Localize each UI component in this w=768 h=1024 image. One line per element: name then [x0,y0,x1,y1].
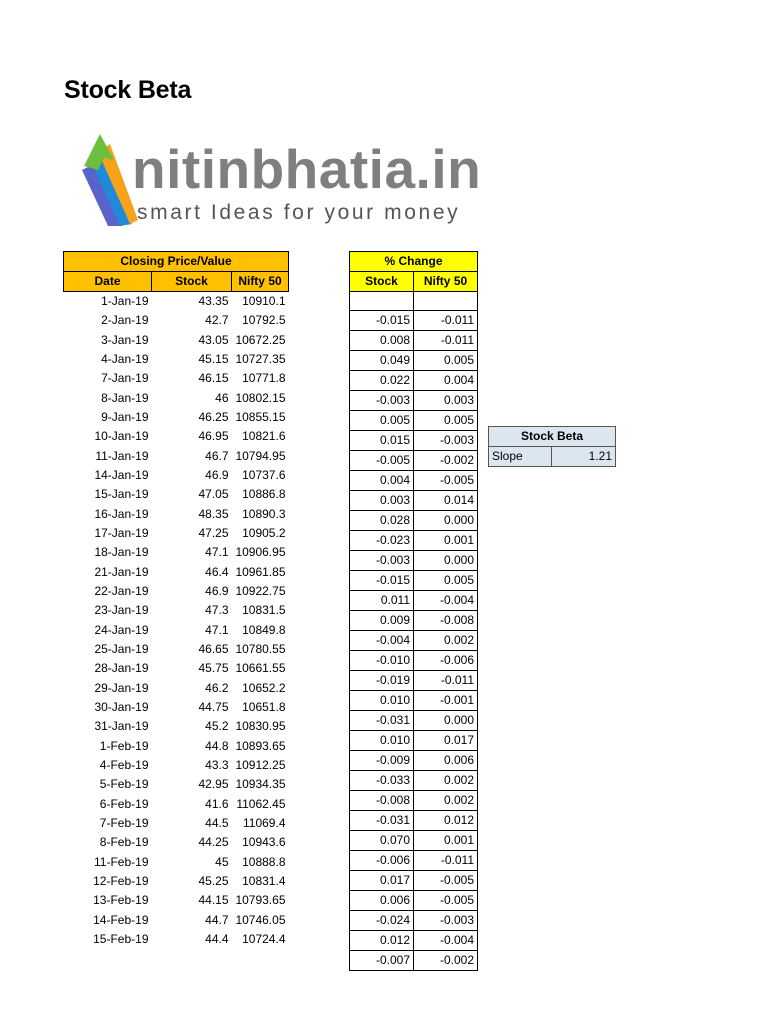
stock-change-cell [350,292,414,311]
stock-change-cell: 0.010 [350,731,414,751]
nifty-value-cell: 10943.6 [242,835,286,850]
stock-price-cell: 46.9 [205,467,229,482]
nifty-change-cell: 0.014 [414,491,478,511]
page-title: Stock Beta [64,76,192,104]
date-cell: 17-Jan-19 [94,525,149,540]
stock-change-cell: 0.022 [350,371,414,391]
date-cell: 28-Jan-19 [94,661,149,676]
nifty-value-cell: 10886.8 [242,487,286,502]
column-header-stock: Stock [152,272,232,292]
stock-price-cell: 45 [215,854,229,869]
stock-change-cell: 0.017 [350,871,414,891]
nifty-value-cell: 10821.6 [242,429,286,444]
nifty-value-cell: 10794.95 [235,448,286,463]
date-cell: 13-Feb-19 [93,893,149,908]
nifty-change-cell: 0.017 [414,731,478,751]
table-row [350,891,478,911]
nifty-change-cell: -0.002 [414,451,478,471]
nifty-change-cell: -0.002 [414,951,478,971]
table-row [64,504,289,523]
percent-change-rows [350,292,478,971]
stock-change-cell: -0.024 [350,911,414,931]
date-cell: 31-Jan-19 [94,719,149,734]
nifty-change-cell: 0.002 [414,791,478,811]
table-row [350,471,478,491]
stock-change-cell: -0.015 [350,571,414,591]
stock-change-cell: 0.011 [350,591,414,611]
closing-price-header: Closing Price/Value [64,252,289,272]
stock-price-cell: 45.25 [198,874,229,889]
column-header-date: Date [64,272,152,292]
table-row [350,451,478,471]
nifty-change-cell: 0.001 [414,831,478,851]
stock-change-cell: -0.023 [350,531,414,551]
stock-price-cell: 44.5 [205,816,229,831]
stock-beta-box [488,426,616,467]
stock-change-cell: -0.033 [350,771,414,791]
stock-price-cell: 45.2 [205,719,229,734]
stock-price-cell: 43.05 [198,332,229,347]
date-cell: 29-Jan-19 [94,680,149,695]
stock-price-cell: 46.4 [205,564,229,579]
nifty-value-cell: 10831.4 [242,874,286,889]
table-row [350,591,478,611]
nifty-value-cell: 10672.25 [235,332,286,347]
table-row [64,833,289,852]
stock-change-cell: -0.003 [350,391,414,411]
table-row [64,408,289,427]
date-cell: 12-Feb-19 [93,874,149,889]
nifty-change-cell: -0.005 [414,871,478,891]
table-row [64,640,289,659]
percent-change-header: % Change [350,252,478,272]
nifty-value-cell: 10802.15 [235,390,286,405]
table-row [350,831,478,851]
date-cell: 14-Feb-19 [93,912,149,927]
stock-change-cell: -0.005 [350,451,414,471]
nifty-value-cell: 10780.55 [235,642,286,657]
table-row [350,511,478,531]
date-cell: 9-Jan-19 [101,409,149,424]
slope-label: Slope [489,447,552,467]
date-cell: 15-Feb-19 [93,932,149,947]
table-row [64,891,289,910]
nifty-value-cell: 10906.95 [235,545,286,560]
nifty-value-cell: 10661.55 [235,661,286,676]
table-row [350,311,478,331]
nifty-change-cell: 0.000 [414,551,478,571]
nifty-value-cell: 10793.65 [235,893,286,908]
stock-price-cell: 45.75 [198,661,229,676]
nifty-change-cell: -0.005 [414,891,478,911]
nifty-value-cell: 10922.75 [235,583,286,598]
table-row [64,756,289,775]
stock-price-cell: 44.75 [198,700,229,715]
table-row [64,853,289,872]
stock-price-cell: 42.95 [198,777,229,792]
stock-price-cell: 44.25 [198,835,229,850]
date-cell: 8-Jan-19 [101,390,149,405]
stock-price-cell: 46.15 [198,371,229,386]
date-cell: 2-Jan-19 [101,313,149,328]
stock-price-cell: 46 [215,390,229,405]
nifty-change-cell: 0.004 [414,371,478,391]
date-cell: 23-Jan-19 [94,603,149,618]
nifty-change-cell: -0.004 [414,931,478,951]
table-row [350,731,478,751]
table-row [64,795,289,814]
stock-price-cell: 46.9 [205,583,229,598]
change-column-header-nifty: Nifty 50 [414,272,478,292]
nifty-value-cell: 10737.6 [242,467,286,482]
table-row [350,651,478,671]
nifty-change-cell: -0.008 [414,611,478,631]
date-cell: 15-Jan-19 [94,487,149,502]
nifty-value-cell: 10905.2 [242,525,286,540]
slope-value: 1.21 [552,447,616,467]
nifty-change-cell: -0.006 [414,651,478,671]
table-row [350,671,478,691]
stock-change-cell: -0.008 [350,791,414,811]
stock-price-cell: 46.7 [205,448,229,463]
table-row [350,771,478,791]
table-row [350,351,478,371]
nifty-value-cell: 10651.8 [242,700,286,715]
table-row [350,631,478,651]
table-row [350,411,478,431]
stock-change-cell: 0.010 [350,691,414,711]
table-row [350,691,478,711]
nifty-change-cell: 0.002 [414,771,478,791]
stock-change-cell: 0.006 [350,891,414,911]
nifty-change-cell: 0.003 [414,391,478,411]
stock-change-cell: 0.004 [350,471,414,491]
nifty-change-cell: -0.011 [414,851,478,871]
nifty-change-cell: -0.011 [414,311,478,331]
nifty-change-cell: -0.005 [414,471,478,491]
nifty-value-cell: 10652.2 [242,680,286,695]
nifty-value-cell: 10727.35 [235,351,286,366]
stock-change-cell: 0.070 [350,831,414,851]
date-cell: 18-Jan-19 [94,545,149,560]
table-row [64,292,289,312]
table-row [64,485,289,504]
nifty-value-cell: 10910.1 [242,294,286,308]
stock-change-cell: 0.005 [350,411,414,431]
stock-change-cell: 0.028 [350,511,414,531]
stock-price-cell: 43.35 [198,294,229,308]
table-row [64,427,289,446]
stock-price-cell: 47.3 [205,603,229,618]
date-cell: 1-Jan-19 [101,294,149,308]
date-cell: 11-Feb-19 [94,854,149,869]
closing-price-rows [64,292,289,950]
date-cell: 7-Jan-19 [101,371,149,386]
stock-price-cell: 46.95 [198,429,229,444]
change-column-header-stock: Stock [350,272,414,292]
date-cell: 4-Feb-19 [99,758,149,773]
nifty-value-cell: 10855.15 [235,409,286,424]
stock-price-cell: 44.7 [205,912,229,927]
nifty-value-cell: 10934.35 [235,777,286,792]
stock-change-cell: -0.015 [350,311,414,331]
date-cell: 30-Jan-19 [94,700,149,715]
table-row [64,350,289,369]
nifty-value-cell: 10771.8 [242,371,286,386]
nifty-change-cell: -0.003 [414,431,478,451]
stock-change-cell: 0.015 [350,431,414,451]
stock-change-cell: -0.007 [350,951,414,971]
nifty-value-cell: 10961.85 [235,564,286,579]
nifty-value-cell: 11062.45 [236,796,286,811]
stock-beta-header: Stock Beta [489,427,616,447]
table-row [64,872,289,891]
table-row [350,491,478,511]
nifty-change-cell: 0.000 [414,711,478,731]
table-row [64,582,289,601]
table-row [64,466,289,485]
logo [80,130,480,230]
table-row [64,659,289,678]
stock-change-cell: -0.009 [350,751,414,771]
nifty-change-cell: 0.006 [414,751,478,771]
stock-price-cell: 47.25 [198,525,229,540]
table-row [350,851,478,871]
nifty-value-cell: 10792.5 [242,313,286,328]
table-row [64,698,289,717]
nifty-value-cell: 10890.3 [242,506,286,521]
table-row [64,601,289,620]
table-row [350,292,478,311]
nifty-change-cell: 0.012 [414,811,478,831]
nifty-value-cell: 10912.25 [235,758,286,773]
date-cell: 4-Jan-19 [101,351,149,366]
stock-change-cell: -0.031 [350,811,414,831]
date-cell: 8-Feb-19 [99,835,149,850]
stock-change-cell: 0.012 [350,931,414,951]
nifty-change-cell: 0.000 [414,511,478,531]
stock-change-cell: 0.008 [350,331,414,351]
date-cell: 21-Jan-19 [94,564,149,579]
table-row [64,737,289,756]
table-row [64,369,289,388]
stock-price-cell: 47.05 [198,487,229,502]
nifty-change-cell: 0.005 [414,571,478,591]
table-row [350,931,478,951]
logo-name: nitinbhatia.in [132,138,482,200]
date-cell: 6-Feb-19 [99,796,149,811]
stock-price-cell: 47.1 [205,545,229,560]
table-row [64,930,289,949]
nifty-change-cell: 0.005 [414,411,478,431]
date-cell: 10-Jan-19 [94,429,149,444]
nifty-value-cell: 10893.65 [235,738,286,753]
nifty-change-cell: 0.002 [414,631,478,651]
percent-change-table [349,251,478,971]
stock-price-cell: 44.4 [205,932,229,947]
stock-price-cell: 44.8 [205,738,229,753]
table-row [64,446,289,465]
nifty-change-cell: -0.011 [414,331,478,351]
table-row [64,679,289,698]
stock-change-cell: 0.009 [350,611,414,631]
closing-price-table [63,251,289,949]
table-row [350,951,478,971]
stock-price-cell: 46.25 [198,409,229,424]
stock-price-cell: 48.35 [198,506,229,521]
table-row [350,391,478,411]
date-cell: 3-Jan-19 [101,332,149,347]
table-row [64,524,289,543]
date-cell: 14-Jan-19 [94,467,149,482]
nifty-change-cell: 0.005 [414,351,478,371]
stock-price-cell: 46.65 [198,642,229,657]
table-row [350,811,478,831]
date-cell: 24-Jan-19 [94,622,149,637]
nifty-change-cell [414,292,478,311]
table-row [350,611,478,631]
table-row [64,388,289,407]
stock-price-cell: 41.6 [205,796,229,811]
stock-change-cell: -0.006 [350,851,414,871]
date-cell: 25-Jan-19 [94,642,149,657]
nifty-change-cell: -0.011 [414,671,478,691]
nifty-change-cell: -0.001 [414,691,478,711]
table-row [350,571,478,591]
stock-change-cell: 0.049 [350,351,414,371]
table-row [64,562,289,581]
nifty-value-cell: 10831.5 [242,603,286,618]
stock-price-cell: 46.2 [205,680,229,695]
table-row [350,871,478,891]
table-row [350,551,478,571]
logo-tagline: smart Ideas for your money [137,201,461,224]
nifty-value-cell: 10746.05 [235,912,286,927]
nifty-value-cell: 10849.8 [242,622,286,637]
table-row [64,717,289,736]
date-cell: 11-Jan-19 [95,448,149,463]
nifty-value-cell: 11069.4 [243,816,286,831]
table-row [350,431,478,451]
table-row [64,543,289,562]
nifty-change-cell: 0.001 [414,531,478,551]
stock-price-cell: 45.15 [198,351,229,366]
table-row [350,371,478,391]
stock-change-cell: -0.031 [350,711,414,731]
nifty-value-cell: 10830.95 [235,719,286,734]
date-cell: 1-Feb-19 [99,738,149,753]
table-row [350,791,478,811]
nifty-change-cell: -0.004 [414,591,478,611]
stock-change-cell: 0.003 [350,491,414,511]
rising-arrow-icon [80,130,140,230]
stock-change-cell: -0.019 [350,671,414,691]
nifty-value-cell: 10724.4 [242,932,286,947]
stock-change-cell: -0.004 [350,631,414,651]
date-cell: 22-Jan-19 [94,583,149,598]
stock-price-cell: 47.1 [205,622,229,637]
table-row [64,311,289,330]
table-row [350,531,478,551]
stock-price-cell: 43.3 [205,758,229,773]
stock-change-cell: -0.003 [350,551,414,571]
nifty-value-cell: 10888.8 [242,854,286,869]
table-row [350,751,478,771]
table-row [350,331,478,351]
nifty-change-cell: -0.003 [414,911,478,931]
stock-price-cell: 42.7 [205,313,229,328]
table-row [64,775,289,794]
table-row [64,621,289,640]
column-header-nifty: Nifty 50 [232,272,289,292]
table-row [350,711,478,731]
table-row [64,814,289,833]
date-cell: 16-Jan-19 [94,506,149,521]
table-row [350,911,478,931]
table-row [64,911,289,930]
stock-price-cell: 44.15 [198,893,229,908]
table-row [64,330,289,349]
date-cell: 5-Feb-19 [99,777,149,792]
date-cell: 7-Feb-19 [99,816,149,831]
stock-change-cell: -0.010 [350,651,414,671]
